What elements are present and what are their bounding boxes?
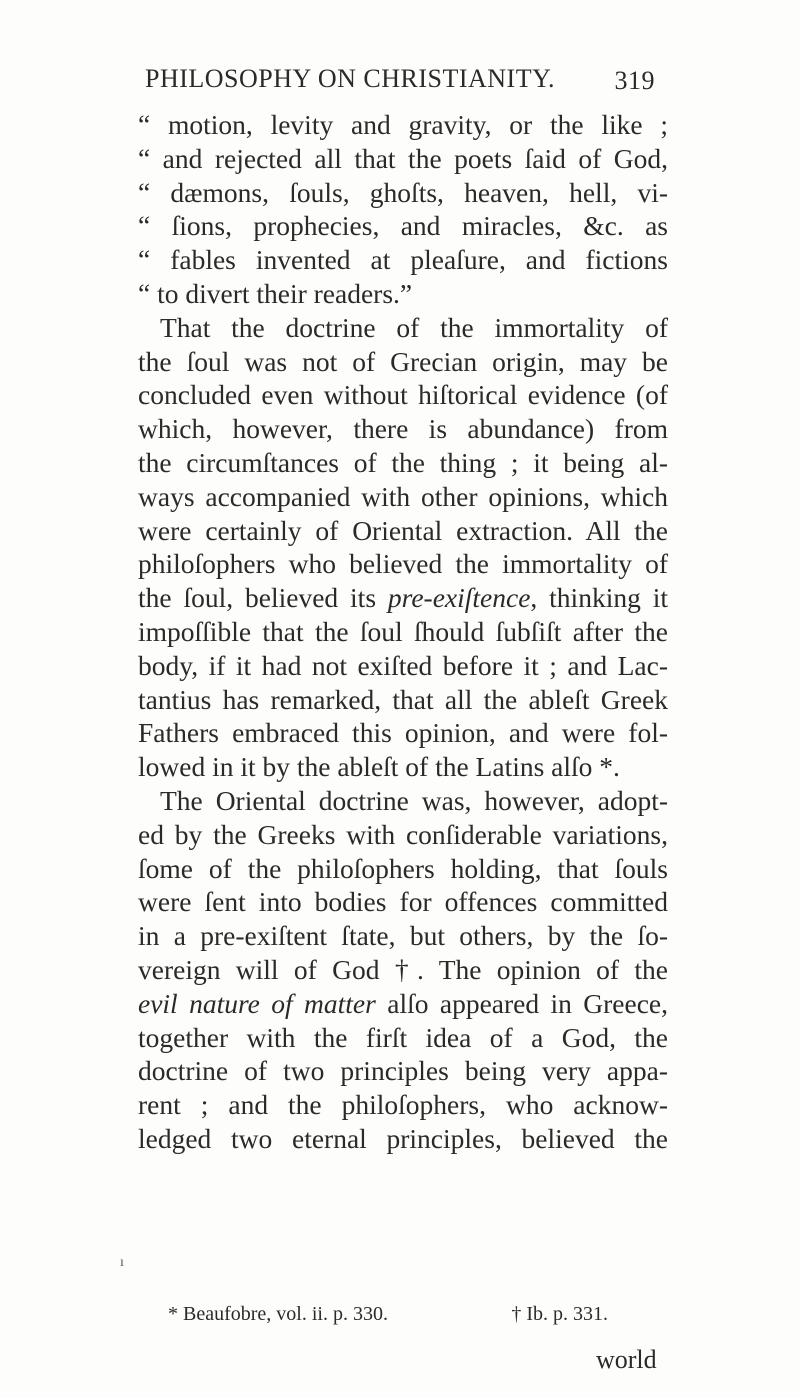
text-line: “ motion, levity and gravity, or the like ; bbox=[138, 109, 668, 140]
body-text bbox=[138, 108, 668, 1156]
text-line: Fathers embraced this opinion, and were fol- bbox=[138, 717, 668, 749]
footnotes bbox=[168, 1303, 608, 1326]
text-line: together with the firſt idea of a God, the bbox=[138, 1021, 668, 1053]
text-line: were ſent into bodies for offences committed bbox=[138, 886, 668, 918]
text-line-part: , thinking it bbox=[530, 582, 668, 614]
text-line: impoſſible that the ſoul ſhould ſubſiſt after the bbox=[138, 615, 668, 647]
text-line: “ fables invented at pleaſure, and fictions bbox=[138, 244, 668, 276]
running-head bbox=[145, 64, 655, 94]
text-line: tantius has remarked, that all the ableſt Greek bbox=[138, 683, 668, 715]
text-line: ed by the Greeks with conſiderable variations, bbox=[138, 818, 668, 850]
italic-phrase: pre-exiſtence bbox=[387, 582, 531, 614]
text-line: “ ſions, prophecies, and miracles, &c. as bbox=[138, 210, 668, 242]
text-line: in a pre-exiſtent ſtate, but others, by the ſo- bbox=[138, 920, 668, 952]
text-line: the ſoul was not of Grecian origin, may be bbox=[138, 345, 668, 377]
text-line: ledged two eternal principles, believed the bbox=[138, 1122, 668, 1154]
text-line: philoſophers who believed the immortality of bbox=[138, 548, 668, 580]
catchword: world bbox=[596, 1345, 657, 1374]
text-line: rent ; and the philoſophers, who acknow- bbox=[138, 1089, 668, 1121]
text-line-part: alſo appeared in Greece, bbox=[375, 987, 668, 1019]
text-line-part: the ſoul, believed its bbox=[138, 582, 388, 614]
text-line: “ dæmons, ſouls, ghoſts, heaven, hell, vi- bbox=[138, 176, 668, 208]
text-line: body, if it had not exiſted before it ; and Lac- bbox=[138, 649, 668, 681]
text-line: The Oriental doctrine was, however, adopt- bbox=[160, 784, 668, 816]
footnote-right: † Ib. p. 331. bbox=[511, 1303, 608, 1325]
text-line: ſome of the philoſophers holding, that ſouls bbox=[138, 852, 668, 884]
text-line-with-italic bbox=[138, 581, 668, 615]
text-line: which, however, there is abundance) from bbox=[138, 413, 668, 445]
italic-phrase: evil nature of matter bbox=[138, 987, 376, 1019]
text-line: ways accompanied with other opinions, which bbox=[138, 480, 668, 512]
text-line: concluded even without hiſtorical evidence (of bbox=[138, 379, 668, 411]
margin-mark: ı bbox=[120, 1255, 124, 1270]
text-line: the circumſtances of the thing ; it being al- bbox=[138, 446, 668, 478]
text-line: lowed in it by the ableſt of the Latins alſo *. bbox=[138, 751, 620, 783]
footnote-left: * Beaufobre, vol. ii. p. 330. bbox=[168, 1303, 388, 1325]
page-number: 319 bbox=[614, 66, 655, 95]
text-line: vereign will of God †. The opinion of the bbox=[138, 953, 668, 985]
text-line: were certainly of Oriental extraction. All the bbox=[138, 514, 668, 546]
running-head-title: PHILOSOPHY ON CHRISTIANITY. bbox=[145, 64, 556, 93]
text-line-with-italic bbox=[138, 987, 668, 1021]
text-line: “ and rejected all that the poets ſaid of God, bbox=[138, 142, 668, 174]
text-line: doctrine of two principles being very appa- bbox=[138, 1055, 668, 1087]
text-line: That the doctrine of the immortality of bbox=[160, 311, 668, 343]
text-line: “ to divert their readers.” bbox=[138, 277, 413, 309]
